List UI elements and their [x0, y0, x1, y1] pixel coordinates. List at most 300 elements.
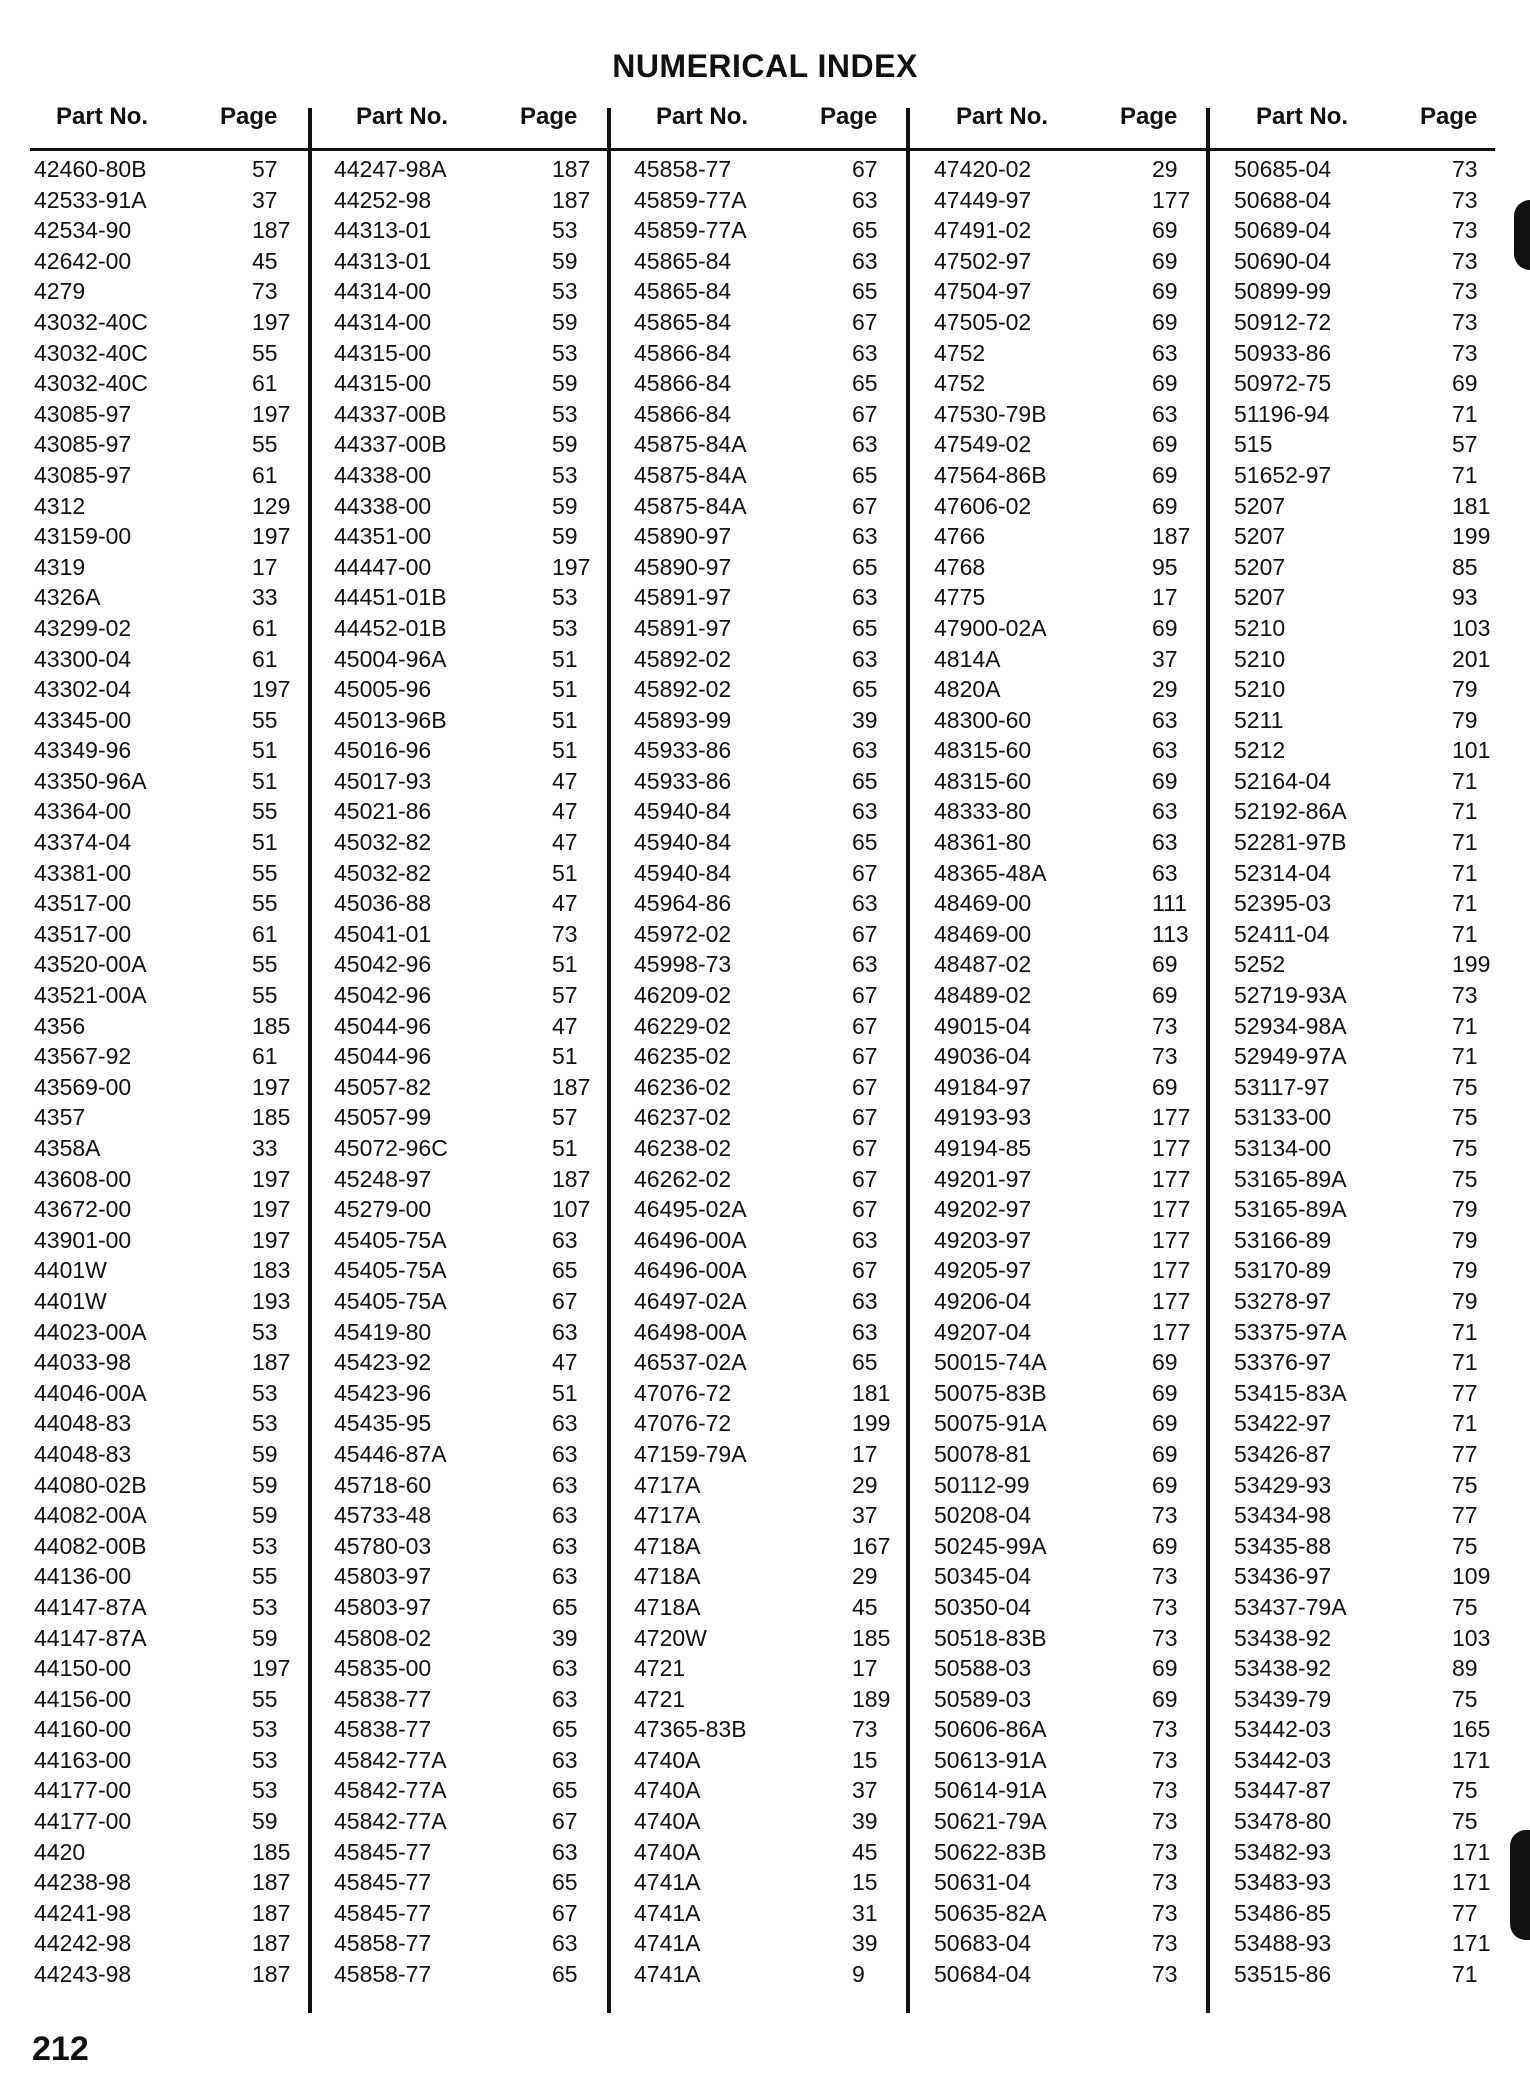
- index-row: [1234, 1255, 1504, 1286]
- page-ref: 63: [552, 1226, 578, 1253]
- page-ref: 57: [552, 1104, 578, 1131]
- index-row: [334, 154, 604, 185]
- page-ref: 71: [1452, 1349, 1478, 1376]
- part-number: 53376-97: [1234, 1349, 1332, 1376]
- part-number: 43350-96A: [34, 767, 147, 794]
- index-row: [1234, 1775, 1504, 1806]
- page-ref: 103: [1452, 1624, 1491, 1651]
- index-row: [1234, 1928, 1504, 1959]
- part-number: 50683-04: [934, 1930, 1032, 1957]
- page-ref: 47: [552, 1012, 578, 1039]
- part-number: 44177-00: [34, 1777, 132, 1804]
- page-ref: 187: [552, 1073, 591, 1100]
- index-row: [934, 919, 1204, 950]
- index-row: [634, 735, 904, 766]
- page-ref: 69: [1152, 1532, 1178, 1559]
- index-row: [1234, 1225, 1504, 1256]
- part-number: 53415-83A: [1234, 1379, 1347, 1406]
- index-row: [934, 1745, 1204, 1776]
- index-row: [34, 1806, 304, 1837]
- index-row: [1234, 1164, 1504, 1195]
- index-column: [634, 154, 904, 1990]
- part-number: 43032-40C: [34, 308, 148, 335]
- page-ref: 63: [552, 1410, 578, 1437]
- part-number: 4775: [934, 584, 986, 611]
- page-ref: 65: [552, 1593, 578, 1620]
- page-ref: 67: [852, 1073, 878, 1100]
- index-row: [34, 674, 304, 705]
- page-ref: 77: [1452, 1379, 1478, 1406]
- part-number: 46229-02: [634, 1012, 732, 1039]
- index-row: [334, 1684, 604, 1715]
- header-part-no: Part No.: [956, 103, 1049, 130]
- page-ref: 67: [852, 982, 878, 1009]
- page-ref: 67: [852, 859, 878, 886]
- page-ref: 73: [1152, 1624, 1178, 1651]
- part-number: 47076-72: [634, 1379, 732, 1406]
- part-number: 50345-04: [934, 1563, 1032, 1590]
- index-row: [934, 491, 1204, 522]
- part-number: 44163-00: [34, 1746, 132, 1773]
- page-ref: 187: [252, 217, 291, 244]
- part-number: 4420: [34, 1838, 86, 1865]
- part-number: 49202-97: [934, 1196, 1032, 1223]
- index-row: [334, 1408, 604, 1439]
- part-number: 43569-00: [34, 1073, 132, 1100]
- index-row: [334, 949, 604, 980]
- part-number: 46497-02A: [634, 1287, 747, 1314]
- page-ref: 63: [852, 186, 878, 213]
- index-row: [1234, 307, 1504, 338]
- page-ref: 15: [852, 1869, 878, 1896]
- part-number: 45842-77A: [334, 1746, 447, 1773]
- part-number: 44136-00: [34, 1563, 132, 1590]
- part-number: 45042-96: [334, 982, 432, 1009]
- edge-tab-top: [1514, 200, 1530, 270]
- page-ref: 63: [552, 1532, 578, 1559]
- part-number: 45845-77: [334, 1899, 432, 1926]
- part-number: 5210: [1234, 676, 1286, 703]
- index-row: [334, 980, 604, 1011]
- part-number: 52164-04: [1234, 767, 1332, 794]
- page-ref: 33: [252, 1135, 278, 1161]
- header-part-no: Part No.: [356, 103, 449, 130]
- part-number: 46238-02: [634, 1135, 732, 1161]
- part-number: 45842-77A: [334, 1777, 447, 1804]
- index-row: [934, 705, 1204, 736]
- part-number: 44238-98: [34, 1869, 132, 1896]
- page-ref: 61: [252, 645, 278, 672]
- part-number: 50588-03: [934, 1655, 1032, 1682]
- page-ref: 67: [852, 492, 878, 519]
- part-number: 43608-00: [34, 1165, 132, 1192]
- index-row: [334, 1592, 604, 1623]
- page-ref: 17: [252, 553, 278, 580]
- part-number: 4740A: [634, 1777, 701, 1804]
- page-ref: 109: [1452, 1563, 1491, 1590]
- part-number: 48487-02: [934, 951, 1032, 978]
- page-ref: 61: [252, 461, 278, 488]
- index-row: [334, 1255, 604, 1286]
- index-row: [934, 307, 1204, 338]
- part-number: 50614-91A: [934, 1777, 1047, 1804]
- index-row: [334, 1133, 604, 1164]
- part-number: 4752: [934, 370, 986, 397]
- page-ref: 63: [852, 951, 878, 978]
- page-ref: 79: [1452, 1257, 1478, 1284]
- part-number: 42460-80B: [34, 156, 147, 182]
- page-ref: 63: [552, 1930, 578, 1957]
- part-number: 45032-82: [334, 859, 432, 886]
- part-number: 45933-86: [634, 737, 732, 764]
- page-ref: 69: [1152, 1379, 1178, 1406]
- part-number: 45865-84: [634, 308, 732, 335]
- page-ref: 63: [1152, 706, 1178, 733]
- part-number: 50015-74A: [934, 1349, 1047, 1376]
- part-number: 45858-77: [634, 156, 732, 182]
- page-ref: 63: [852, 798, 878, 825]
- page-ref: 113: [1152, 920, 1189, 947]
- index-row: [634, 888, 904, 919]
- page-ref: 53: [252, 1593, 278, 1620]
- index-row: [34, 491, 304, 522]
- page-ref: 9: [852, 1961, 865, 1988]
- index-row: [934, 1959, 1204, 1990]
- page-ref: 63: [852, 431, 878, 458]
- part-number: 45842-77A: [334, 1808, 447, 1835]
- page-ref: 69: [1152, 1073, 1178, 1100]
- part-number: 43349-96: [34, 737, 132, 764]
- index-row: [634, 1317, 904, 1348]
- part-number: 42534-90: [34, 217, 132, 244]
- part-number: 50606-86A: [934, 1716, 1047, 1743]
- index-row: [334, 1959, 604, 1990]
- index-row: [1234, 1378, 1504, 1409]
- index-row: [934, 429, 1204, 460]
- page-ref: 73: [1152, 1808, 1178, 1835]
- index-row: [34, 1164, 304, 1195]
- index-row: [1234, 919, 1504, 950]
- page-ref: 57: [552, 982, 578, 1009]
- part-number: 48469-00: [934, 920, 1032, 947]
- index-row: [634, 1775, 904, 1806]
- page-ref: 65: [852, 278, 878, 305]
- page-ref: 37: [1152, 645, 1178, 672]
- part-number: 49184-97: [934, 1073, 1032, 1100]
- index-row: [334, 307, 604, 338]
- index-row: [634, 1928, 904, 1959]
- part-number: 46262-02: [634, 1165, 732, 1192]
- part-number: 50075-83B: [934, 1379, 1047, 1406]
- part-number: 43159-00: [34, 523, 132, 550]
- page-ref: 73: [1452, 247, 1478, 274]
- index-row: [34, 919, 304, 950]
- part-number: 45845-77: [334, 1838, 432, 1865]
- index-row: [34, 796, 304, 827]
- index-row: [334, 246, 604, 277]
- part-number: 45405-75A: [334, 1287, 447, 1314]
- page-ref: 65: [552, 1257, 578, 1284]
- page-ref: 71: [1452, 461, 1478, 488]
- page-ref: 47: [552, 829, 578, 856]
- part-number: 47502-97: [934, 247, 1032, 274]
- index-row: [934, 368, 1204, 399]
- page-ref: 185: [252, 1838, 291, 1865]
- page-ref: 65: [852, 767, 878, 794]
- part-number: 45845-77: [334, 1869, 432, 1896]
- part-number: 45718-60: [334, 1471, 432, 1498]
- index-row: [34, 1898, 304, 1929]
- part-number: 49205-97: [934, 1257, 1032, 1284]
- page-ref: 51: [252, 829, 278, 856]
- part-number: 45940-84: [634, 859, 732, 886]
- page-ref: 73: [1152, 1869, 1178, 1896]
- page-ref: 51: [552, 1135, 578, 1161]
- page-ref: 197: [252, 1165, 291, 1192]
- page-ref: 65: [552, 1961, 578, 1988]
- page-ref: 73: [1152, 1746, 1178, 1773]
- index-row: [634, 368, 904, 399]
- page-ref: 59: [552, 492, 578, 519]
- page-ref: 63: [852, 1318, 878, 1345]
- page-ref: 187: [552, 1165, 591, 1192]
- part-number: 5210: [1234, 614, 1286, 641]
- part-number: 45057-82: [334, 1073, 432, 1100]
- page-ref: 39: [852, 706, 878, 733]
- part-number: 49193-93: [934, 1104, 1032, 1131]
- part-number: 45998-73: [634, 951, 732, 978]
- page-ref: 73: [1152, 1930, 1178, 1957]
- index-row: [334, 338, 604, 369]
- page-ref: 51: [552, 676, 578, 703]
- index-row: [1234, 1072, 1504, 1103]
- page-ref: 53: [252, 1379, 278, 1406]
- page-ref: 75: [1452, 1135, 1478, 1161]
- page-ref: 51: [552, 951, 578, 978]
- page-ref: 79: [1452, 706, 1478, 733]
- part-number: 50688-04: [1234, 186, 1332, 213]
- page-ref: 71: [1452, 890, 1478, 917]
- part-number: 44351-00: [334, 523, 432, 550]
- part-number: 53436-97: [1234, 1563, 1332, 1590]
- index-row: [634, 1041, 904, 1072]
- header-page: Page: [220, 103, 278, 130]
- page-ref: 57: [1452, 431, 1478, 458]
- index-row: [334, 1286, 604, 1317]
- part-number: 50631-04: [934, 1869, 1032, 1896]
- index-row: [34, 1714, 304, 1745]
- index-row: [934, 399, 1204, 430]
- page-ref: 51: [552, 859, 578, 886]
- page-ref: 197: [252, 1073, 291, 1100]
- part-number: 44241-98: [34, 1899, 132, 1926]
- index-row: [934, 796, 1204, 827]
- page-ref: 71: [1452, 859, 1478, 886]
- index-row: [934, 674, 1204, 705]
- page-ref: 67: [852, 400, 878, 427]
- page-ref: 53: [552, 614, 578, 641]
- page-ref: 71: [1452, 1410, 1478, 1437]
- index-row: [34, 552, 304, 583]
- page-ref: 53: [552, 400, 578, 427]
- part-number: 49206-04: [934, 1287, 1032, 1314]
- index-row: [1234, 338, 1504, 369]
- index-row: [334, 1164, 604, 1195]
- part-number: 4401W: [34, 1257, 107, 1284]
- index-row: [34, 705, 304, 736]
- part-number: 47505-02: [934, 308, 1032, 335]
- index-row: [334, 766, 604, 797]
- page-ref: 75: [1452, 1165, 1478, 1192]
- part-number: 45405-75A: [334, 1257, 447, 1284]
- index-row: [934, 1561, 1204, 1592]
- index-row: [334, 552, 604, 583]
- part-number: 50078-81: [934, 1440, 1032, 1467]
- part-number: 43672-00: [34, 1196, 132, 1223]
- part-number: 44447-00: [334, 553, 432, 580]
- part-number: 48365-48A: [934, 859, 1047, 886]
- part-number: 44247-98A: [334, 156, 447, 182]
- part-number: 51652-97: [1234, 461, 1332, 488]
- part-number: 515: [1234, 431, 1273, 458]
- page-ref: 73: [252, 278, 278, 305]
- page-ref: 39: [852, 1930, 878, 1957]
- part-number: 43364-00: [34, 798, 132, 825]
- part-number: 4740A: [634, 1746, 701, 1773]
- index-row: [634, 1378, 904, 1409]
- page-ref: 65: [852, 461, 878, 488]
- part-number: 45004-96A: [334, 645, 447, 672]
- part-number: 44080-02B: [34, 1471, 147, 1498]
- index-row: [1234, 582, 1504, 613]
- index-row: [1234, 1837, 1504, 1868]
- page-ref: 63: [1152, 737, 1178, 764]
- page-ref: 177: [1152, 1196, 1191, 1223]
- part-number: 53438-92: [1234, 1624, 1332, 1651]
- part-number: 45803-97: [334, 1593, 432, 1620]
- index-row: [934, 1470, 1204, 1501]
- page-ref: 75: [1452, 1471, 1478, 1498]
- index-row: [334, 644, 604, 675]
- index-row: [934, 1255, 1204, 1286]
- page-ref: 53: [552, 584, 578, 611]
- page-ref: 55: [252, 339, 278, 366]
- part-number: 4820A: [934, 676, 1001, 703]
- index-row: [34, 399, 304, 430]
- part-number: 44033-98: [34, 1349, 132, 1376]
- index-row: [934, 1102, 1204, 1133]
- page-ref: 185: [252, 1012, 291, 1039]
- page-ref: 177: [1152, 1165, 1191, 1192]
- index-row: [334, 1867, 604, 1898]
- page-ref: 199: [852, 1410, 891, 1437]
- part-number: 43521-00A: [34, 982, 147, 1009]
- part-number: 50613-91A: [934, 1746, 1047, 1773]
- page-ref: 65: [852, 1349, 878, 1376]
- part-number: 45032-82: [334, 829, 432, 856]
- index-row: [934, 1928, 1204, 1959]
- index-row: [1234, 368, 1504, 399]
- part-number: 47076-72: [634, 1410, 732, 1437]
- index-row: [334, 735, 604, 766]
- page-ref: 53: [552, 461, 578, 488]
- index-row: [334, 399, 604, 430]
- index-row: [634, 1102, 904, 1133]
- page-ref: 67: [852, 920, 878, 947]
- part-number: 48361-80: [934, 829, 1032, 856]
- index-row: [634, 185, 904, 216]
- index-row: [634, 674, 904, 705]
- index-row: [1234, 1714, 1504, 1745]
- part-number: 44048-83: [34, 1440, 132, 1467]
- part-number: 49201-97: [934, 1165, 1032, 1192]
- index-row: [34, 1347, 304, 1378]
- index-row: [934, 338, 1204, 369]
- index-row: [34, 613, 304, 644]
- part-number: 45016-96: [334, 737, 432, 764]
- page-ref: 77: [1452, 1502, 1478, 1529]
- part-number: 46209-02: [634, 982, 732, 1009]
- page-ref: 69: [1152, 217, 1178, 244]
- page-ref: 197: [252, 1655, 291, 1682]
- page-ref: 47: [552, 798, 578, 825]
- part-number: 52192-86A: [1234, 798, 1347, 825]
- index-row: [934, 1041, 1204, 1072]
- page-ref: 73: [1152, 1563, 1178, 1590]
- part-number: 43300-04: [34, 645, 132, 672]
- part-number: 4721: [634, 1655, 686, 1682]
- part-number: 45044-96: [334, 1012, 432, 1039]
- index-row: [934, 1133, 1204, 1164]
- page-ref: 31: [852, 1899, 878, 1926]
- part-number: 45892-02: [634, 676, 732, 703]
- page-ref: 39: [552, 1624, 578, 1651]
- index-row: [1234, 552, 1504, 583]
- index-row: [1234, 1286, 1504, 1317]
- index-row: [34, 1439, 304, 1470]
- part-number: 52934-98A: [1234, 1012, 1347, 1039]
- page-ref: 37: [852, 1777, 878, 1804]
- page-ref: 47: [552, 890, 578, 917]
- part-number: 46496-00A: [634, 1226, 747, 1253]
- part-number: 46237-02: [634, 1104, 732, 1131]
- page-ref: 29: [852, 1563, 878, 1590]
- part-number: 50899-99: [1234, 278, 1332, 305]
- index-row: [1234, 1531, 1504, 1562]
- page-ref: 53: [252, 1318, 278, 1345]
- page-ref: 69: [1152, 1410, 1178, 1437]
- index-row: [934, 1500, 1204, 1531]
- page-ref: 55: [252, 1685, 278, 1712]
- page-ref: 17: [852, 1440, 878, 1467]
- part-number: 45866-84: [634, 400, 732, 427]
- page-ref: 51: [252, 737, 278, 764]
- index-row: [334, 1714, 604, 1745]
- part-number: 44147-87A: [34, 1624, 147, 1651]
- part-number: 49203-97: [934, 1226, 1032, 1253]
- part-number: 44082-00B: [34, 1532, 147, 1559]
- page-ref: 73: [1452, 339, 1478, 366]
- page-ref: 69: [1152, 247, 1178, 274]
- part-number: 53438-92: [1234, 1655, 1332, 1682]
- index-row: [634, 215, 904, 246]
- part-number: 52281-97B: [1234, 829, 1347, 856]
- index-row: [1234, 827, 1504, 858]
- part-number: 5211: [1234, 706, 1284, 733]
- index-row: [34, 1531, 304, 1562]
- page-ref: 63: [1152, 400, 1178, 427]
- page-ref: 59: [552, 308, 578, 335]
